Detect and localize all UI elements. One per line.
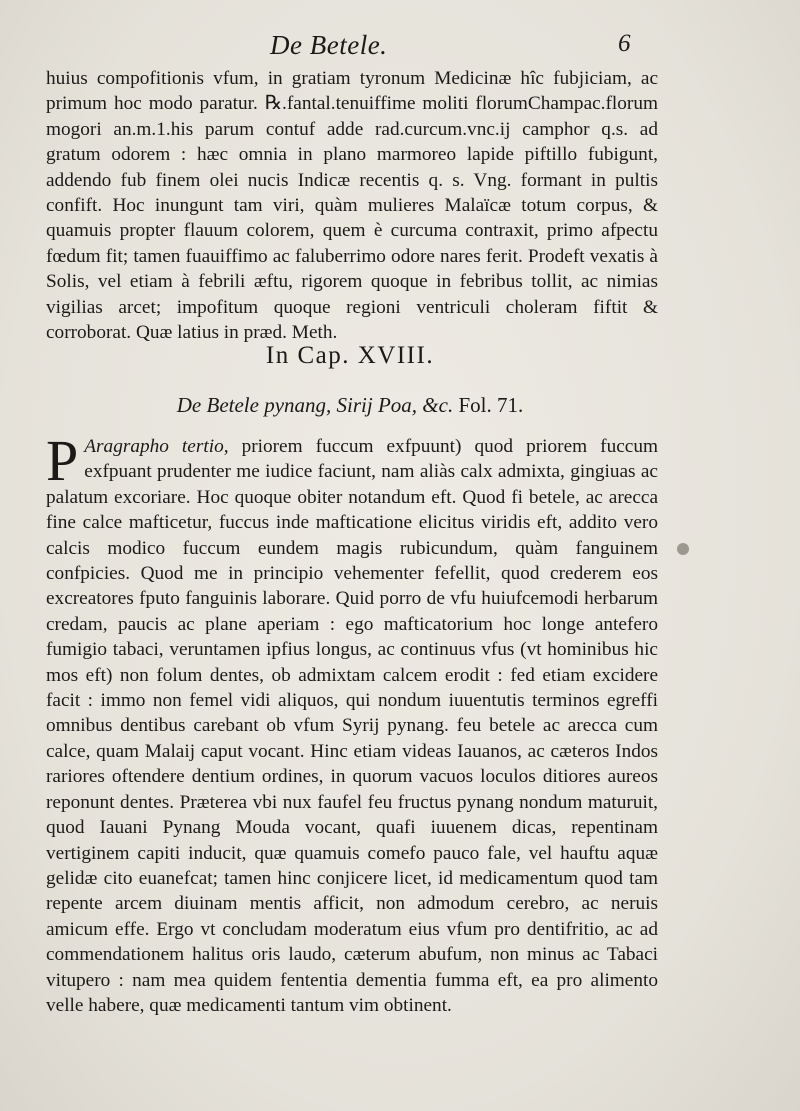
section-heading-title: De Betele pynang, Sirij Poa, &c. bbox=[176, 393, 454, 417]
chapter-heading: In Cap. XVIII. bbox=[265, 342, 435, 369]
section-heading-folio: Fol. 71. bbox=[453, 393, 524, 417]
running-head bbox=[0, 26, 800, 62]
running-title: De Betele. bbox=[270, 30, 388, 60]
ink-stain bbox=[677, 543, 689, 555]
section-heading bbox=[0, 393, 700, 418]
paragraph-body: priorem fuccum exfpuunt) quod priorem fuccum exfpuant prudenter me iudice faciunt, nam aliàs calx admixta, gingiuas ac palatum excoriare. Hoc quoque obiter notandum eft. Quod fi betele, ac arecca fine calce mafticetur, fuccus inde mafticatione elicitus viridis eft, addito vero calcis modico fuccum eundem magis rubicundum, quàm fanguinem confpicies. Quod me in principio vehementer fefellit, quod crederem eos excreatores fputo fanguinis laborare. Quid porro de vfu huiufcemodi herbarum credam, paucis ac plane aperiam : ego mafticatorium hoc longe antefero fumigio tabaci, veruntamen ipfius longus, ac continuus vfus (vt hominibus hic mos eft) non folum dentes, ob admixtam calcem erodit : fed etiam excidere facit : immo non femel vidi aliquos, qui nondum iuuentutis terminos egreffi omnibus dentibus carebant ob vfum Syrij pynang. feu betele ac arecca cum calce, quam Malaij caput vocant. Hinc etiam videas Iauanos, ac cæteros Indos rariores oftendere dentium ordines, in quorum vacuos loculos ditiores aureos reponunt dentes. Præterea vbi nux faufel feu fructus pynang nondum maturuit, quod Iauani Pynang Mouda vocant, quafi iuuenem dicas, repentinam vertiginem capiti inducit, quæ quamuis comefo pauco fale, vel hauftu aquæ gelidæ cito euanefcat; tamen hinc conjicere licet, id medicamentum quod tam repente arcem diuinam mentis afficit, non admodum cerebro, ac neruis amicum effe. Ergo vt concludam moderatum eius vfum pro dentifritio, ac ad commendationem halitus oris laudo, cæterum abufum, non minus ac Tabaci vitupero : nam mea quidem fententia dementia fumma eft, ea pro alimento velle habere, quæ medicamenti tantum vim obtinent. bbox=[46, 436, 658, 1016]
page-number: 6 bbox=[618, 30, 631, 57]
drop-cap: P bbox=[46, 428, 79, 493]
paragraph-continued: huius compofitionis vfum, in gratiam tyronum Medicinæ hîc fubjiciam, ac primum hoc modo paratur. ℞.fantal.tenuiffime moliti florumChampac.florum mogori an.m.1.his parum contuf adde rad.curcum.vnc.ij camphor q.s. ad gratum odorem : hæc omnia in plano marmoreo lapide piftillo fubigunt, addendo fub finem olei nucis Indicæ recentis q. s. Vng. formant in pultis confift. Hoc inungunt tam viri, quàm mulieres Malaïcæ totum corpus, & quamuis propter flauum colorem, quem è curcuma contraxit, primo afpectu fœdum fit; tamen fuauiffimo ac faluberrimo odore nares ferit. Prodeft vexatis à Solis, vel etiam à febrili æftu, rigorem quoque in febribus tollit, ac nimias vigilias arcet; impofitum quoque regioni ventriculi choleram fiftit & corroborat. Quæ latius in præd. Meth. bbox=[46, 68, 658, 344]
paragraph-commentary bbox=[46, 428, 658, 1018]
paragraph-lead: Aragrapho tertio, bbox=[84, 436, 229, 457]
